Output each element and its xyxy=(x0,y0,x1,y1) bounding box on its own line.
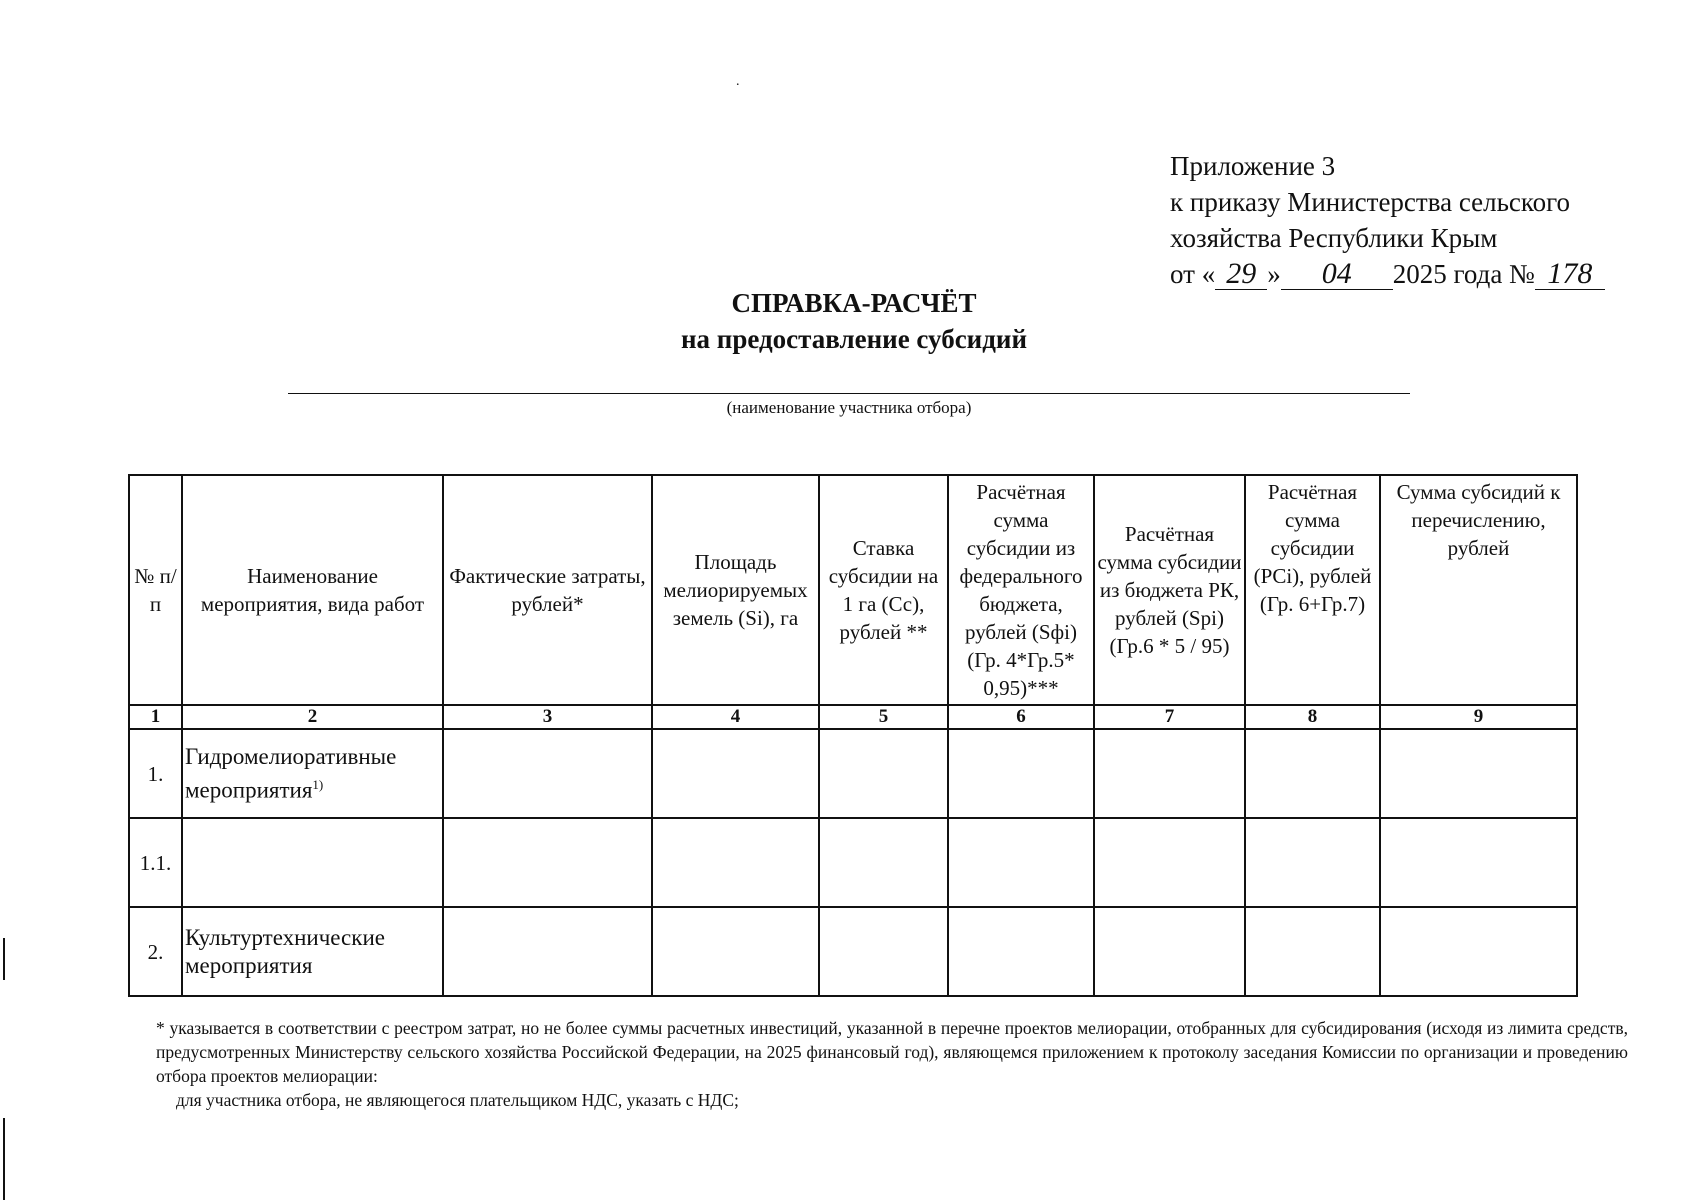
table-cell xyxy=(1245,729,1380,818)
table-cell xyxy=(948,729,1094,818)
table-cell xyxy=(1094,907,1245,996)
header-cell: Наименование мероприятия, вида работ xyxy=(182,475,443,705)
activity-name-text: Культуртехнические мероприятия xyxy=(185,924,385,978)
table-cell xyxy=(819,729,948,818)
column-number: 2 xyxy=(182,705,443,729)
table-cell xyxy=(1245,907,1380,996)
scan-edge-mark xyxy=(3,1118,5,1200)
row-number: 1. xyxy=(129,729,182,818)
document-title xyxy=(0,285,1708,357)
year-text: 2025 года № xyxy=(1392,259,1535,289)
top-mark: . xyxy=(736,74,740,89)
table-cell xyxy=(819,818,948,907)
header-cell: Площадь мелиорируемых земель (Si), га xyxy=(652,475,819,705)
row-activity-name xyxy=(182,818,443,907)
header-cell: Расчётная сумма субсидии (PCi), рублей (Гр. 6+Гр.7) xyxy=(1245,475,1380,705)
header-cell: Сумма субсидий к перечислению, рублей xyxy=(1380,475,1577,705)
table-row xyxy=(129,907,1577,996)
participant-name-caption: (наименование участника отбора) xyxy=(726,398,972,417)
header-cell: Ставка субсидии на 1 га (Сс), рублей ** xyxy=(819,475,948,705)
table-cell xyxy=(819,907,948,996)
column-number: 8 xyxy=(1245,705,1380,729)
footnote-marker: 1) xyxy=(312,776,324,792)
column-number: 7 xyxy=(1094,705,1245,729)
header-cell: Фактические затраты, рублей* xyxy=(443,475,652,705)
header-cell: Расчётная сумма субсидии из федерального бюджета, рублей (Sфi) (Гр. 4*Гр.5* 0,95)*** xyxy=(948,475,1094,705)
footnote-1: * указывается в соответствии с реестром затрат, но не более суммы расчетных инвестиций, указанной в перечне проектов мелиорации, отобранных для субсидирования (исходя из лимита средств, предусмотренных Министерству сельского хозяйства Российской Федерации, на 2025 финансовый год), являющемся приложением к протоколу заседания Комиссии по организации и проведению отбора проектов мелиорации: xyxy=(156,1018,1628,1086)
row-activity-name xyxy=(182,907,443,996)
participant-name-line xyxy=(288,393,1410,394)
column-number: 4 xyxy=(652,705,819,729)
row-number: 2. xyxy=(129,907,182,996)
title-line-2: на предоставление субсидий xyxy=(680,324,1028,354)
appendix-line-1: Приложение 3 xyxy=(1170,151,1336,181)
footnote-2: для участника отбора, не являющегося плательщиком НДС, указать с НДС; xyxy=(176,1090,739,1110)
table-cell xyxy=(652,818,819,907)
table-cell xyxy=(948,818,1094,907)
header-row xyxy=(129,475,1577,705)
appendix-line-2: к приказу Министерства сельского xyxy=(1170,187,1571,217)
handwritten-day: 29 xyxy=(1215,259,1267,290)
column-number: 1 xyxy=(129,705,182,729)
table-cell xyxy=(1380,729,1577,818)
date-mid: » xyxy=(1267,259,1281,289)
table-row xyxy=(129,729,1577,818)
title-line-1: СПРАВКА-РАСЧЁТ xyxy=(731,288,977,318)
column-number: 3 xyxy=(443,705,652,729)
table-cell xyxy=(1380,907,1577,996)
header-cell: Расчётная сумма субсидии из бюджета РК, рублей (Spi) (Гр.6 * 5 / 95) xyxy=(1094,475,1245,705)
column-number-row xyxy=(129,705,1577,729)
appendix-line-3: хозяйства Республики Крым xyxy=(1170,223,1498,253)
table-cell xyxy=(1094,818,1245,907)
table-cell xyxy=(948,907,1094,996)
header-cell: № п/п xyxy=(129,475,182,705)
row-number: 1.1. xyxy=(129,818,182,907)
table-cell xyxy=(652,729,819,818)
footnotes xyxy=(108,1016,1628,1112)
column-number: 9 xyxy=(1380,705,1577,729)
appendix-block xyxy=(1170,148,1605,292)
handwritten-month: 04 xyxy=(1281,259,1393,290)
table-cell xyxy=(1094,729,1245,818)
table-cell xyxy=(1245,818,1380,907)
column-number: 6 xyxy=(948,705,1094,729)
column-number: 5 xyxy=(819,705,948,729)
date-prefix: от « xyxy=(1170,259,1216,289)
table-cell xyxy=(1380,818,1577,907)
table-cell xyxy=(443,907,652,996)
subsidy-calculation-table xyxy=(128,474,1578,997)
table-row xyxy=(129,818,1577,907)
activity-name-text: Гидромелиоративные мероприятия xyxy=(185,743,397,803)
handwritten-order-number: 178 xyxy=(1535,259,1605,290)
table-cell xyxy=(443,818,652,907)
table-cell xyxy=(443,729,652,818)
row-activity-name xyxy=(182,729,443,818)
scan-edge-mark xyxy=(3,938,5,980)
table-cell xyxy=(652,907,819,996)
